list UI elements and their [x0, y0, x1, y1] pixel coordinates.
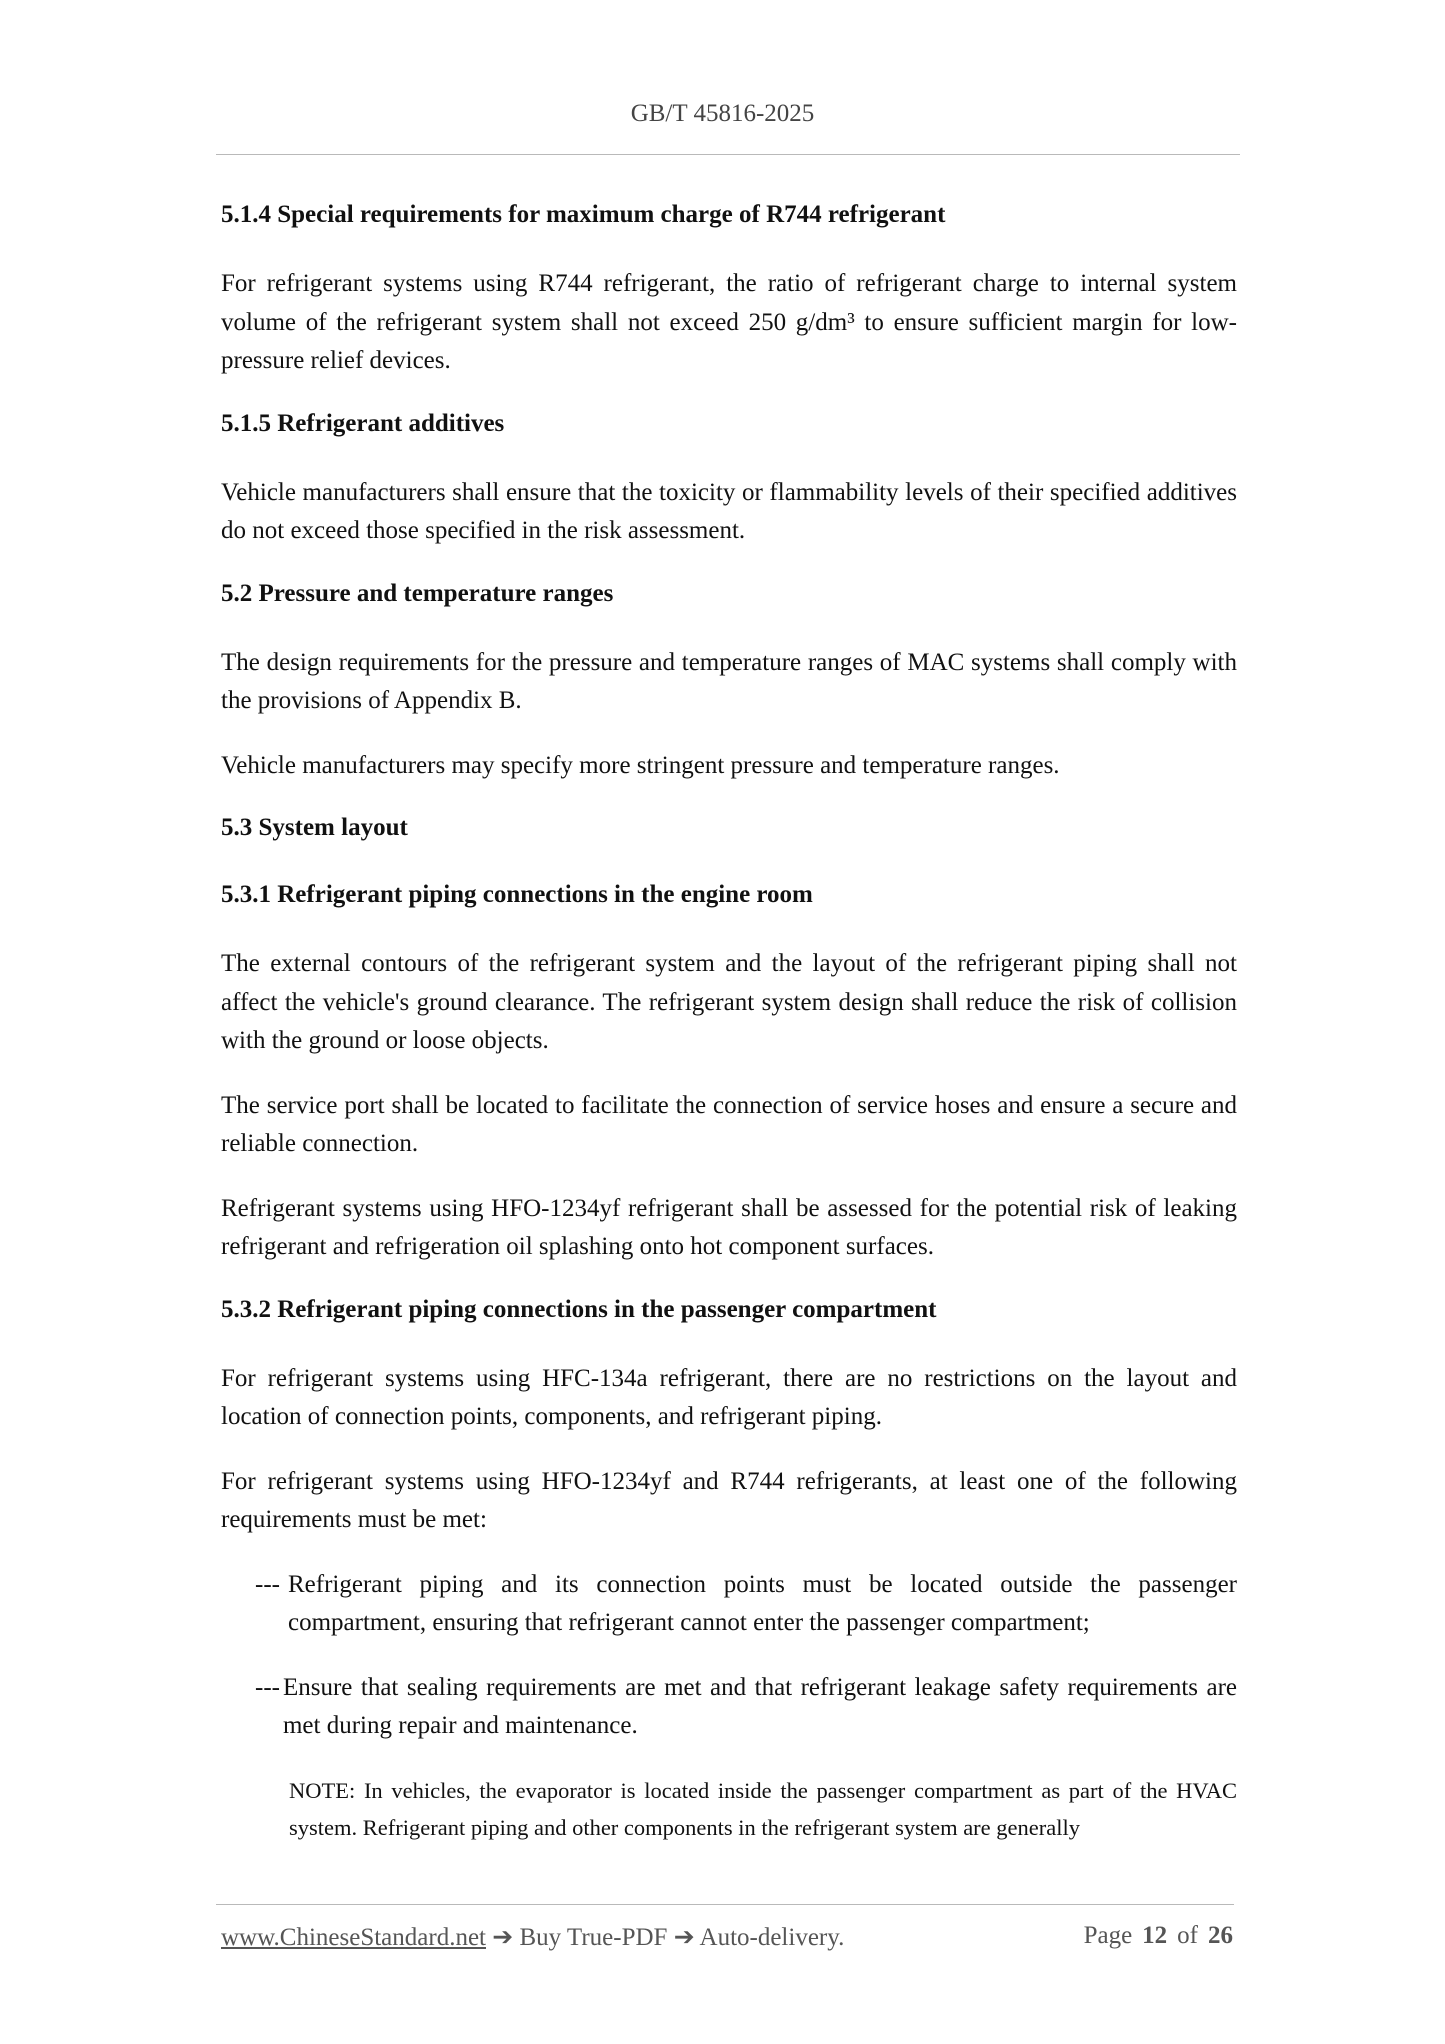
footer-divider	[216, 1904, 1234, 1905]
document-id-header: GB/T 45816-2025	[630, 100, 815, 127]
header-divider	[216, 154, 1240, 155]
of-label: of	[1177, 1922, 1198, 1949]
arrow-right-icon: ➔	[492, 1924, 514, 1951]
paragraph-5-3-1-3: Refrigerant systems using HFO-1234yf refrigerant shall be assessed for the potential risk of leaking refrigerant and refrigeration oil splashing onto hot component surfaces.	[221, 1194, 1237, 1260]
heading-5-1-4: 5.1.4 Special requirements for maximum charge of R744 refrigerant	[221, 201, 946, 228]
heading-5-3-2: 5.3.2 Refrigerant piping connections in the passenger compartment	[221, 1295, 937, 1323]
page-body	[221, 198, 1237, 1846]
buy-true-pdf-text: Buy True-PDF	[519, 1924, 668, 1951]
list-marker: ---	[255, 1570, 280, 1598]
paragraph-5-1-5-1: Vehicle manufacturers shall ensure that the toxicity or flammability levels of their specified additives do not exceed those specified in the risk assessment.	[221, 478, 1237, 544]
paragraph-5-2-1: The design requirements for the pressure and temperature ranges of MAC systems shall comply with the provisions of Appendix B.	[221, 648, 1237, 714]
heading-5-1-5: 5.1.5 Refrigerant additives	[221, 409, 505, 437]
paragraph-5-1-4-1: For refrigerant systems using R744 refrigerant, the ratio of refrigerant charge to internal system volume of the refrigerant system shall not exceed 250 g/dm³ to ensure sufficient margin for low-pressure relief devices.	[221, 270, 1237, 374]
list-item	[255, 1669, 1237, 1746]
heading-5-2: 5.2 Pressure and temperature ranges	[221, 579, 614, 607]
list-item	[255, 1566, 1237, 1643]
heading-5-3: 5.3 System layout	[221, 814, 408, 841]
paragraph-5-3-2-1: For refrigerant systems using HFC-134a refrigerant, there are no restrictions on the layout and location of connection points, components, and refrigerant piping.	[221, 1364, 1237, 1430]
heading-5-3-1: 5.3.1 Refrigerant piping connections in the engine room	[221, 881, 813, 908]
paragraph-5-3-1-1: The external contours of the refrigerant system and the layout of the refrigerant piping shall not affect the vehicle's ground clearance. The refrigerant system design shall reduce the risk of collision with the ground or loose objects.	[221, 950, 1237, 1054]
current-page-number: 12	[1142, 1922, 1168, 1949]
page-number-indicator	[1084, 1922, 1233, 1950]
auto-delivery-text: Auto-delivery.	[699, 1924, 845, 1951]
page-label: Page	[1083, 1922, 1133, 1949]
paragraph-5-3-1-2: The service port shall be located to facilitate the connection of service hoses and ensure a secure and reliable connection.	[221, 1091, 1237, 1157]
site-link[interactable]: www.ChineseStandard.net	[221, 1924, 486, 1951]
total-page-count: 26	[1208, 1922, 1233, 1949]
paragraph-5-2-2: Vehicle manufacturers may specify more stringent pressure and temperature ranges.	[221, 751, 1060, 779]
arrow-right-icon: ➔	[673, 1924, 695, 1951]
note-paragraph: NOTE: In vehicles, the evaporator is located inside the passenger compartment as part of the HVAC system. Refrigerant piping and other components in the refrigerant system are generally	[289, 1777, 1237, 1840]
list-marker: ---	[255, 1673, 280, 1701]
footer-links	[221, 1922, 844, 1952]
list-item-text: Ensure that sealing requirements are met and that refrigerant leakage safety requirements are met during repair and maintenance.	[282, 1673, 1237, 1739]
list-item-text: Refrigerant piping and its connection points must be located outside the passenger compartment, ensuring that refrigerant cannot enter the passenger compartment;	[287, 1570, 1237, 1636]
paragraph-5-3-2-2: For refrigerant systems using HFO-1234yf and R744 refrigerants, at least one of the following requirements must be met:	[221, 1467, 1237, 1533]
